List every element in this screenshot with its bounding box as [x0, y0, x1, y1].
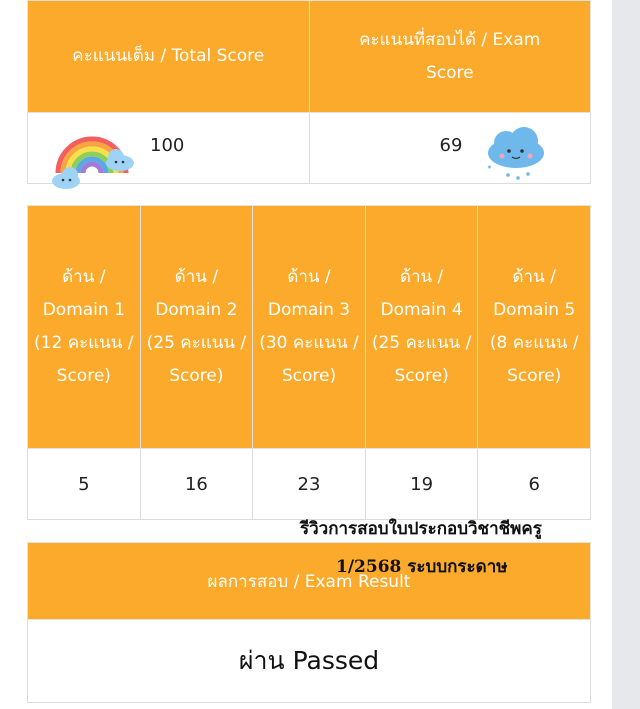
domain-3-header: ด้าน / Domain 3 (30 คะแนน / Score) [253, 206, 366, 449]
exam-score-value: 69 [439, 135, 463, 156]
exam-result-header: ผลการสอบ / Exam Result [28, 543, 591, 620]
exam-score-header: คะแนนที่สอบได้ / Exam Score [309, 1, 591, 113]
domain-table [27, 205, 591, 520]
domain-2-header: ด้าน / Domain 2 (25 คะแนน / Score) [140, 206, 253, 449]
score-table [27, 0, 591, 184]
cloud-icon [480, 123, 552, 183]
domain-4-score: 19 [365, 449, 478, 520]
domain-5-score: 6 [478, 449, 591, 520]
domain-2-score: 16 [140, 449, 253, 520]
total-score-value: 100 [150, 135, 185, 156]
total-score-cell [28, 113, 310, 184]
domain-4-header: ด้าน / Domain 4 (25 คะแนน / Score) [365, 206, 478, 449]
domain-5-header: ด้าน / Domain 5 (8 คะแนน / Score) [478, 206, 591, 449]
rainbow-icon [48, 121, 138, 191]
domain-3-score: 23 [253, 449, 366, 520]
exam-score-cell [309, 113, 591, 184]
exam-result-value: ผ่าน Passed [28, 620, 591, 703]
total-score-header: คะแนนเต็ม / Total Score [28, 1, 310, 113]
scrollbar-track[interactable] [612, 0, 640, 709]
domain-1-header: ด้าน / Domain 1 (12 คะแนน / Score) [28, 206, 141, 449]
overlay-caption-line-2: 1/2568 ระบบกระดาษ [336, 557, 508, 577]
domain-1-score: 5 [28, 449, 141, 520]
overlay-caption-line-1: รีวิวการสอบใบประกอบวิชาชีพครู [300, 519, 542, 539]
